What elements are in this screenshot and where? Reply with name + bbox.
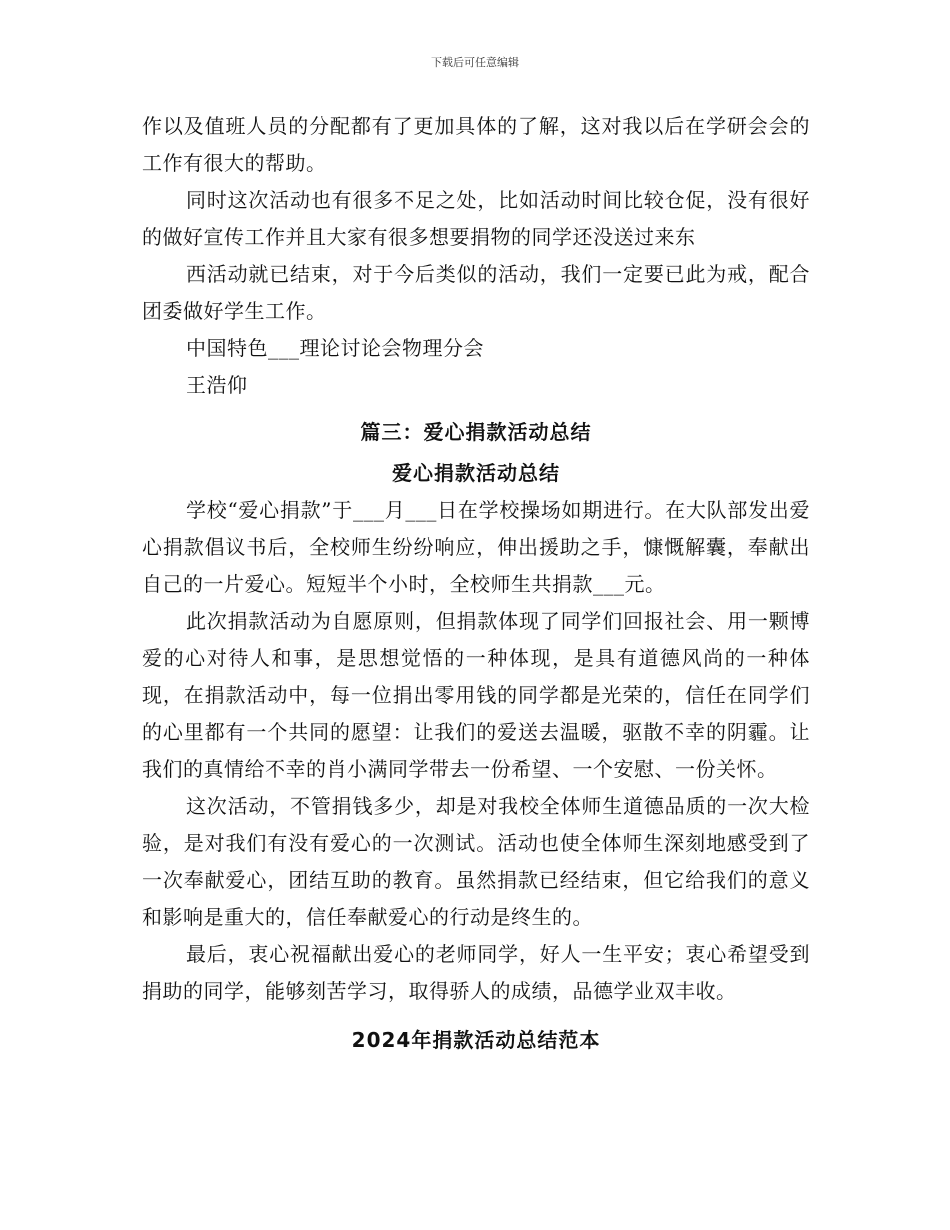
signature-org: 中国特色___理论讨论会物理分会 xyxy=(186,336,484,360)
section-heading: 篇三：爱心捐款活动总结 xyxy=(360,420,592,444)
signature-name: 王浩仰 xyxy=(186,373,248,397)
document-body xyxy=(142,108,810,1059)
document-title: 爱心捐款活动总结 xyxy=(392,461,560,485)
paragraph-shortcomings: 同时这次活动也有很多不足之处，比如活动时间比较仓促，没有很好的做好宣传工作并且大家有很多想要捐物的同学还没送过来东 xyxy=(142,188,810,249)
next-section-heading: 2024年捐款活动总结范本 xyxy=(351,1028,601,1052)
paragraph-event: 学校“爱心捐款”于___月___日在学校操场如期进行。在大队部发出爱心捐款倡议书后，全校师生纷纷响应，伸出援助之手，慷慨解囊，奉献出自己的一片爱心。短短半个小时，全校师生共捐款___元。 xyxy=(142,498,810,596)
paragraph-principle: 此次捐款活动为自愿原则，但捐款体现了同学们回报社会、用一颗博爱的心对待人和事，是思想觉悟的一种体现，是具有道德风尚的一种体现，在捐款活动中，每一位捐出零用钱的同学都是光荣的，信任在同学们的心里都有一个共同的愿望：让我们的爱送去温暖，驱散不幸的阴霾。让我们的真情给不幸的肖小满同学带去一份希望、一个安慰、一份关怀。 xyxy=(142,609,810,781)
paragraph-closing: 最后，衷心祝福献出爱心的老师同学，好人一生平安；衷心希望受到捐助的同学，能够刻苦学习，取得骄人的成绩，品德学业双丰收。 xyxy=(142,942,810,1003)
paragraph-significance: 这次活动，不管捐钱多少，却是对我校全体师生道德品质的一次大检验，是对我们有没有爱心的一次测试。活动也使全体师生深刻地感受到了一次奉献爱心，团结互助的教育。虽然捐款已经结束，但它给我们的意义和影响是重大的，信任奉献爱心的行动是终生的。 xyxy=(142,794,810,929)
paragraph-lessons: 西活动就已结束，对于今后类似的活动，我们一定要已此为戒，配合团委做好学生工作。 xyxy=(142,262,810,323)
page-header: 下载后可任意编辑 xyxy=(431,56,519,69)
paragraph-continuation: 作以及值班人员的分配都有了更加具体的了解，这对我以后在学研会会的工作有很大的帮助。 xyxy=(142,114,810,175)
